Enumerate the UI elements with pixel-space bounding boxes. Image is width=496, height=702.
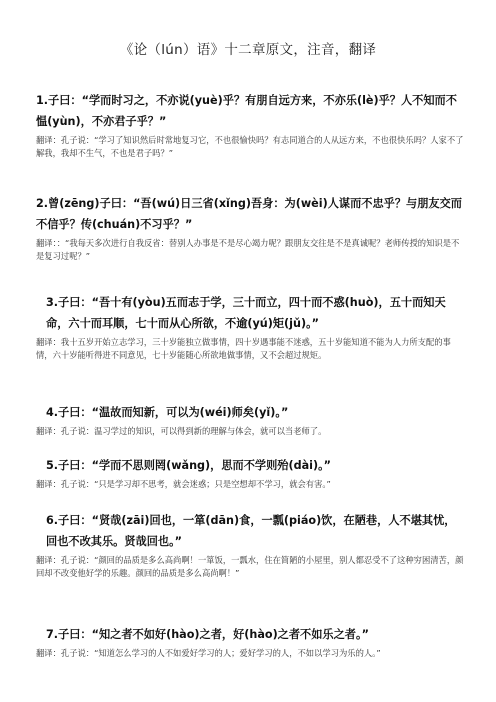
page-title: 《论（lún）语》十二章原文，注音，翻译	[119, 42, 377, 58]
section-4-translation: 翻译：孔子说：温习学过的知识，可以得到新的理解与体会，就可以当老师了。	[36, 426, 327, 436]
section-1	[36, 90, 466, 159]
section-2-translation: 翻译：：“我每天多次进行自我反省：替别人办事是不是尽心竭力呢？跟朋友交往是不是真诚呢？老师传授的知识是不是复习过呢？”	[36, 238, 460, 261]
section-6	[36, 510, 466, 579]
section-5	[36, 455, 466, 491]
section-5-translation: 翻译：孔子说：“只是学习却不思考，就会迷惑；只是空想却不学习，就会有害。”	[36, 479, 331, 489]
section-4-question: 4.子曰：“温故而知新，可以为(wéi)师矣(yǐ)。”	[46, 406, 289, 419]
section-1-question: 1.子曰：“学而时习之，不亦说(yuè)乎？有朋自远方来，不亦乐(lè)乎？人不知而不愠(yùn)，不亦君子乎？”	[36, 94, 457, 128]
section-3	[36, 292, 466, 361]
section-6-translation: 翻译：孔子说：“颜回的品质是多么高尚啊！一箪饭，一瓢水，住在简陋的小屋里，别人都忍受不了这种穷困清苦，颜回却不改变他好学的乐趣。颜回的品质是多么高尚啊！”	[36, 555, 464, 578]
section-7-question: 7.子曰：“知之者不如好(hào)之者，好(hào)之者不如乐之者。”	[46, 628, 369, 641]
section-2-question: 2.曾(zēng)子曰：“吾(wú)日三省(xǐng)吾身：为(wèi)人谋而不忠乎？与朋友交而不信乎？传(chuán)不习乎？”	[36, 197, 462, 231]
section-4	[36, 402, 466, 438]
section-3-translation: 翻译：我十五岁开始立志学习，三十岁能独立做事情，四十岁遇事能不迷惑，五十岁能知道不能为人力所支配的事情，六十岁能听得进不同意见，七十岁能随心所欲地做事情，又不会超过规矩。	[36, 337, 451, 360]
section-2	[36, 193, 466, 262]
section-3-question: 3.子曰：“吾十有(yòu)五而志于学，三十而立，四十而不惑(huò)，五十而知天命，六十而耳顺，七十而从心所欲，不逾(yú)矩(jǔ)。”	[46, 296, 446, 330]
section-5-question: 5.子曰：“学而不思则罔(wǎng)，思而不学则殆(dài)。”	[46, 459, 332, 472]
section-1-translation: 翻译：孔子说：“学习了知识然后时常地复习它，不也很愉快吗？有志同道合的人从远方来，不也很快乐吗？人家不了解我，我却不生气，不也是君子吗？”	[36, 135, 464, 158]
section-7	[36, 624, 466, 660]
section-6-question: 6.子曰：“贤哉(zāi)回也，一箪(dān)食，一瓢(piáo)饮，在陋巷，人不堪其忧，回也不改其乐。贤哉回也。”	[46, 514, 456, 548]
section-7-translation: 翻译：孔子说：“知道怎么学习的人不如爱好学习的人；爱好学习的人，不如以学习为乐的人。”	[36, 648, 381, 658]
